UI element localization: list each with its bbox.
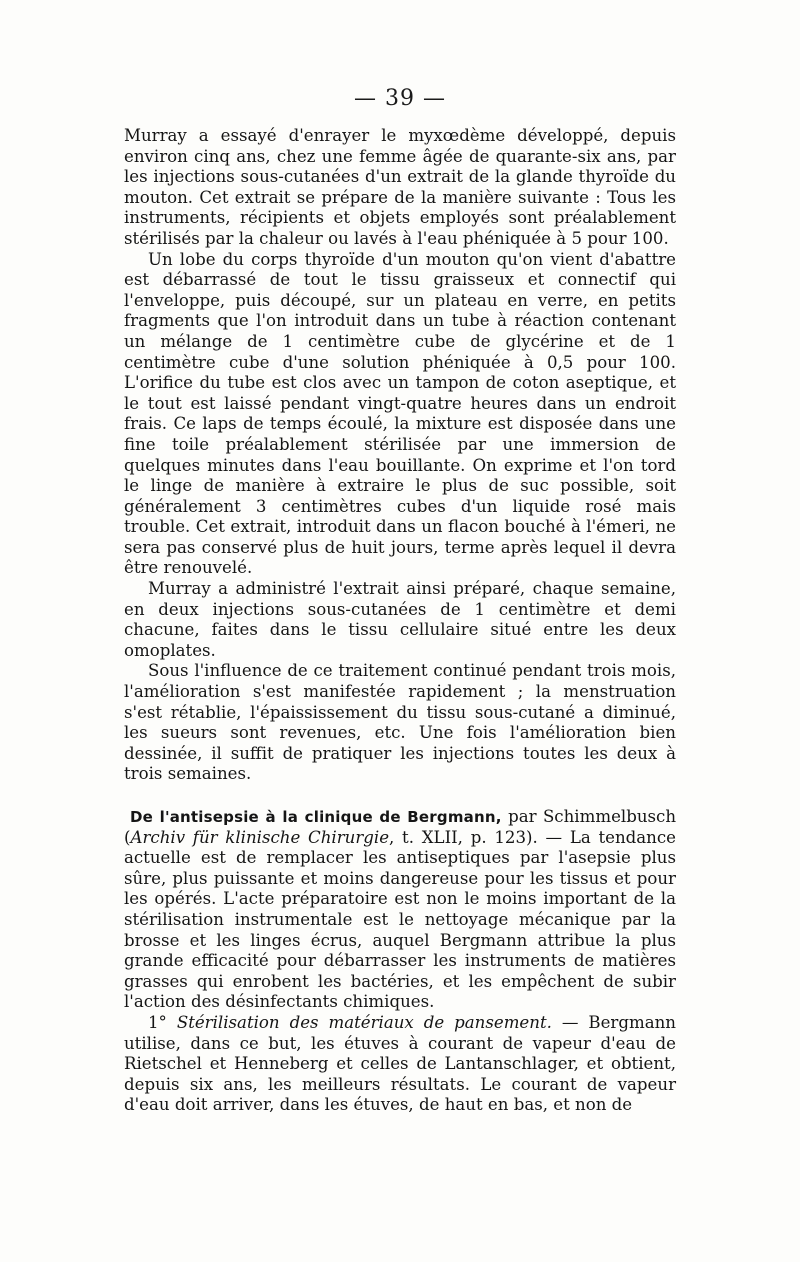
subsection-heading: Stérilisation des matériaux de pansement. bbox=[176, 1012, 552, 1032]
paragraph-sterilisation bbox=[124, 1013, 676, 1116]
list-number: 1° bbox=[148, 1012, 177, 1032]
paragraph-myxoedeme-intro: Murray a essayé d'enrayer le myxœdème développé, depuis environ cinq ans, chez une femme âgée de quarante-six ans, par les injections sous-cutanées d'un extrait de la glande thyroïde du mouton. Cet extrait se prépare de la manière suivante : Tous les instruments, récipients et objets employés sont préalablement stérilisés par la chaleur ou lavés à l'eau phéniquée à 5 pour 100. bbox=[124, 126, 676, 248]
paragraph-antisepsie-body: , t. XLII, p. 123). — La tendance actuelle est de remplacer les antiseptiques par l'asepsie plus sûre, plus puissante et moins dangereuse pour les tissus et pour les opérés. L'acte préparatoire est non le moins important de la stérilisation instrumentale est le nettoyage mécanique par la brosse et les linges écrus, auquel Bergmann attribue la plus grande efficacité pour débarrasser les instruments de matières grasses qui enrobent les bactéries, et les empêchent de subir l'action des désinfectants chimiques. bbox=[124, 827, 676, 1012]
paragraph-preparation: Un lobe du corps thyroïde d'un mouton qu'on vient d'abattre est débarrassé de tout le tissu graisseux et connectif qui l'enveloppe, puis découpé, sur un plateau en verre, en petits fragments que l'on introduit dans un tube à réaction contenant un mélange de 1 centimètre cube de glycérine et de 1 centimètre cube d'une solution phéniquée à 0,5 pour 100. L'orifice du tube est clos avec un tampon de coton aseptique, et le tout est laissé pendant vingt-quatre heures dans un endroit frais. Ce laps de temps écoulé, la mixture est disposée dans une fine toile préalablement stérilisée par une immersion de quelques minutes dans l'eau bouillante. On exprime et l'on tord le linge de manière à extraire le plus de suc possible, soit généralement 3 centimètres cubes d'un liquide rosé mais trouble. Cet extrait, introduit dans un flacon bouché à l'émeri, ne sera pas conservé plus de huit jours, terme après lequel il devra être renouvelé. bbox=[124, 249, 676, 578]
paragraph-antisepsie bbox=[124, 807, 676, 1013]
paragraph-sterilisation-body: — Bergmann utilise, dans ce but, les étuves à courant de vapeur d'eau de Rietschel et Henneberg et celles de Lantanschlager, et obtient, depuis six ans, les meilleurs résultats. Le courant de vapeur d'eau doit arriver, dans les étuves, de haut en bas, et non de bbox=[124, 1012, 676, 1115]
author-reference: par Schimmelbusch ( bbox=[124, 807, 677, 847]
journal-title: Archiv für klinische Chirurgie bbox=[130, 827, 390, 847]
section-title-antisepsie: De l'antisepsie à la clinique de Bergmann, bbox=[130, 808, 502, 826]
page-number: — 39 — bbox=[354, 86, 446, 111]
body-text bbox=[124, 126, 676, 1116]
paragraph-results: Sous l'influence de ce traitement continué pendant trois mois, l'amélioration s'est manifestée rapidement ; la menstruation s'est rétablie, l'épaississement du tissu sous-cutané a diminué, les sueurs sont revenues, etc. Une fois l'amélioration bien dessinée, il suffit de pratiquer les injections toutes les deux à trois semaines. bbox=[124, 661, 676, 784]
paragraph-administration: Murray a administré l'extrait ainsi préparé, chaque semaine, en deux injections sous-cutanées de 1 centimètre et demi chacune, faites dans le tissu cellulaire situé entre les deux omoplates. bbox=[124, 579, 676, 660]
